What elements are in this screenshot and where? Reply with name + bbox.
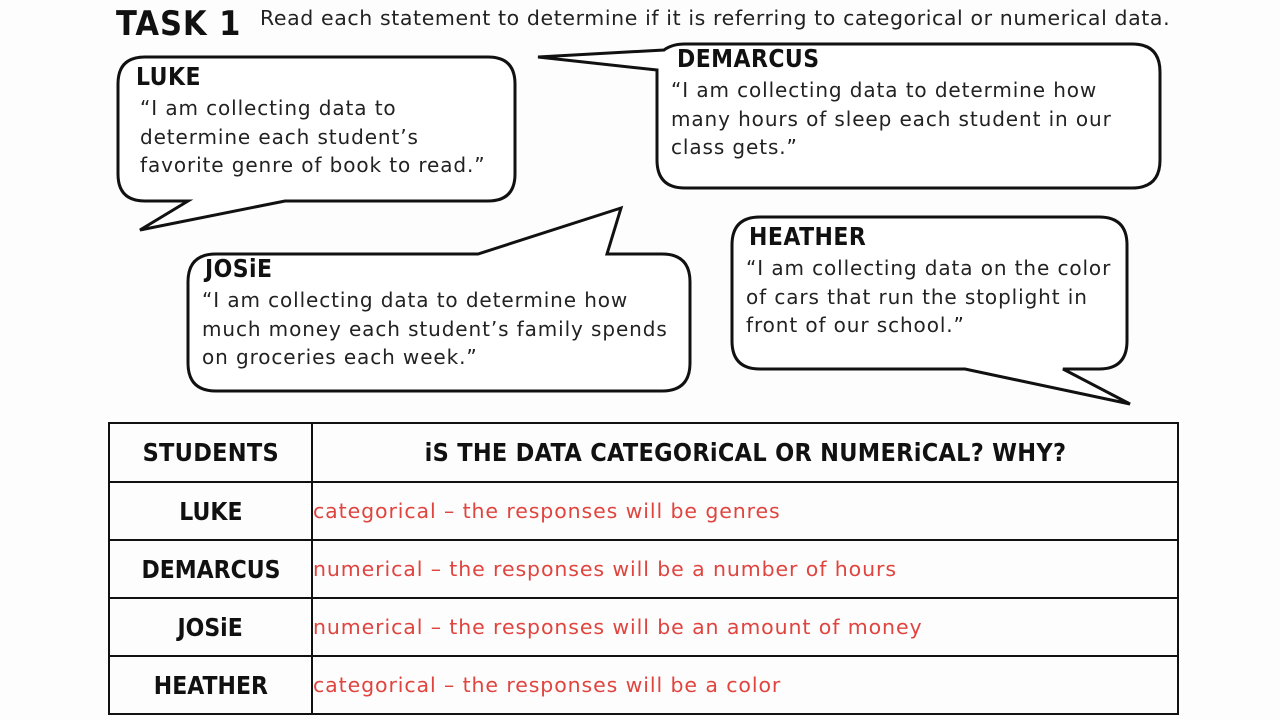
quote-line: “I am collecting data to [140, 96, 397, 120]
speaker-name-heather: HEATHER [749, 222, 867, 251]
table-header-row [109, 423, 1178, 482]
student-name-cell [109, 656, 312, 714]
student-name: HEATHER [153, 670, 268, 700]
answer-cell: numerical – the responses will be a number of hours [312, 540, 1178, 598]
task-instructions: Read each statement to determine if it is referring to categorical or numerical data. [260, 6, 1171, 30]
quote-line: front of our school.” [746, 313, 965, 338]
student-name-cell [109, 598, 312, 656]
answer-cell: numerical – the responses will be an amount of money [312, 598, 1178, 656]
quote-heather [746, 254, 1111, 340]
quote-line: “I am collecting data to determine how [671, 78, 1098, 102]
student-name: LUKE [178, 496, 243, 526]
quote-line: favorite genre of book to read.” [140, 153, 486, 178]
quote-line: much money each student’s family spends [202, 316, 668, 341]
header-label: iS THE DATA CATEGORiCAL OR NUMERiCAL? WHY? [424, 438, 1066, 467]
speaker-name-luke: LUKE [136, 62, 201, 91]
speaker-name-demarcus: DEMARCUS [677, 44, 820, 73]
answer-cell: categorical – the responses will be a color [312, 656, 1178, 714]
student-name: JOSiE [177, 612, 244, 642]
header-label: STUDENTS [142, 438, 279, 467]
table-row [109, 482, 1178, 540]
heather-bubble-content [746, 222, 1112, 340]
quote-luke [140, 94, 486, 180]
speaker-name-josie: JOSiE [205, 254, 273, 283]
answers-table [108, 422, 1179, 715]
quote-line: determine each student’s [140, 124, 419, 149]
quote-josie [202, 286, 668, 372]
demarcus-bubble-content [671, 44, 1112, 162]
student-name: DEMARCUS [140, 554, 281, 584]
students-column-header [109, 423, 312, 482]
luke-bubble-content [136, 62, 486, 180]
josie-bubble-content [202, 254, 668, 372]
quote-line: “I am collecting data to determine how [202, 288, 629, 312]
answer-cell: categorical – the responses will be genres [312, 482, 1178, 540]
quote-line: of cars that run the stoplight in [746, 284, 1088, 309]
task-title: TASK 1 [116, 4, 242, 44]
table-row [109, 656, 1178, 714]
quote-line: class gets.” [671, 135, 798, 160]
table-row [109, 598, 1178, 656]
quote-line: many hours of sleep each student in our [671, 106, 1112, 131]
student-name-cell [109, 540, 312, 598]
question-column-header [312, 423, 1178, 482]
table-row [109, 540, 1178, 598]
quote-line: on groceries each week.” [202, 345, 478, 370]
quote-demarcus [671, 76, 1112, 162]
quote-line: “I am collecting data on the color [746, 256, 1112, 280]
student-name-cell [109, 482, 312, 540]
